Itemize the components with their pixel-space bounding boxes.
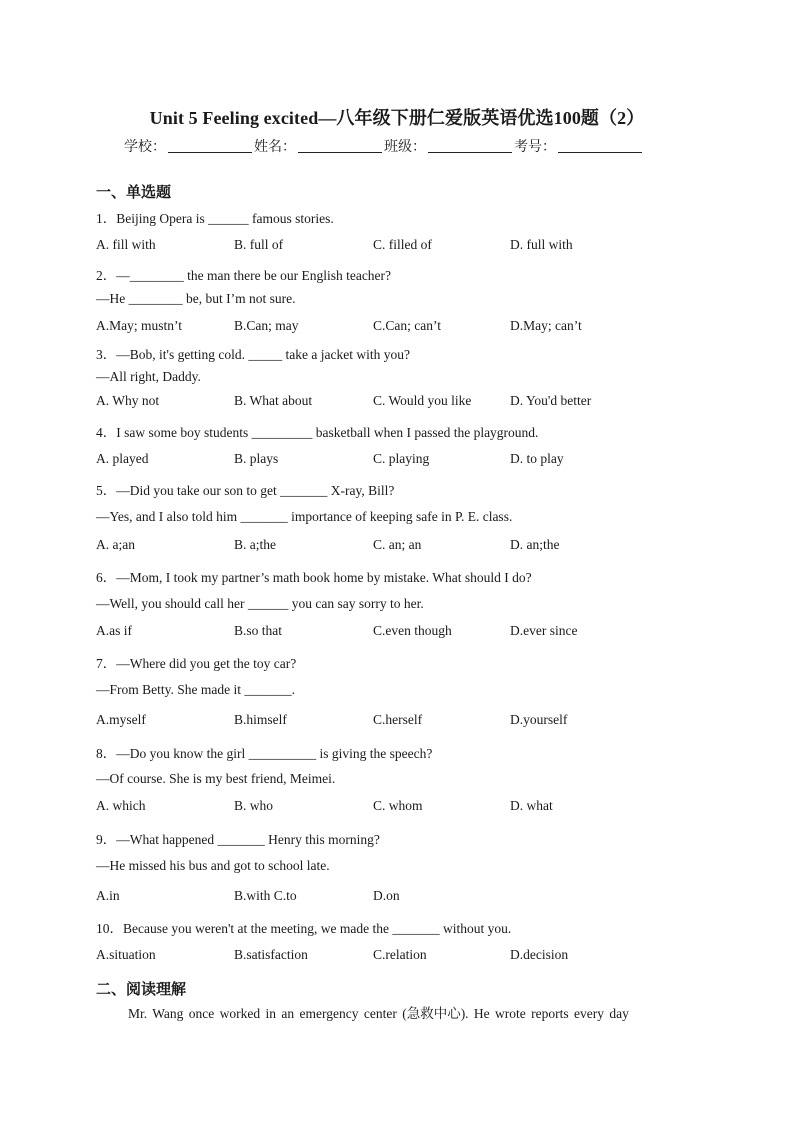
question-10-stem: 10．Because you weren't at the meeting, we made the _______ without you. <box>96 921 512 936</box>
reading-passage: Mr. Wang once worked in an emergency center (急救中心). He wrote reports every day <box>128 1006 629 1021</box>
option-b[interactable]: B. full of <box>234 237 284 252</box>
option-a[interactable]: A. Why not <box>96 393 160 408</box>
option-a[interactable]: A. played <box>96 451 149 466</box>
option-d[interactable]: D. an;the <box>510 537 560 552</box>
option-a[interactable]: A.myself <box>96 712 146 727</box>
option-d[interactable]: D.on <box>373 888 400 903</box>
number-label: 考号： <box>514 139 556 155</box>
section-heading-reading: 二、阅读理解 <box>96 980 187 998</box>
question-8-options <box>96 798 716 816</box>
name-label: 姓名： <box>254 139 296 155</box>
option-a[interactable]: A.May; mustn’t <box>96 318 183 333</box>
question-3-options <box>96 393 716 411</box>
option-b[interactable]: B.satisfaction <box>234 947 308 962</box>
option-c[interactable]: C. Would you like <box>373 393 472 408</box>
question-7-stem-line2: —From Betty. She made it _______. <box>96 682 295 697</box>
class-blank[interactable] <box>428 138 512 153</box>
question-7-options <box>96 712 716 730</box>
question-6-stem: 6．—Mom, I took my partner’s math book home by mistake. What should I do? <box>96 570 532 585</box>
option-d[interactable]: D. full with <box>510 237 573 252</box>
option-d[interactable]: D.May; can’t <box>510 318 582 333</box>
option-b[interactable]: B. a;the <box>234 537 276 552</box>
question-5-stem: 5．—Did you take our son to get _______ X-ray, Bill? <box>96 483 395 498</box>
option-a[interactable]: A.in <box>96 888 120 903</box>
question-1-stem: 1．Beijing Opera is ______ famous stories. <box>96 211 334 226</box>
option-c[interactable]: C.relation <box>373 947 427 962</box>
question-6-options <box>96 623 716 641</box>
option-a[interactable]: A. which <box>96 798 146 813</box>
name-blank[interactable] <box>298 138 382 153</box>
option-b[interactable]: B.Can; may <box>234 318 299 333</box>
number-blank[interactable] <box>558 138 642 153</box>
question-8-stem: 8．—Do you know the girl __________ is giving the speech? <box>96 746 433 761</box>
question-2-options <box>96 318 716 336</box>
school-label: 学校： <box>124 139 166 155</box>
option-b[interactable]: B.himself <box>234 712 287 727</box>
question-4-stem: 4．I saw some boy students _________ basketball when I passed the playground. <box>96 425 539 440</box>
option-b[interactable]: B. plays <box>234 451 279 466</box>
class-label: 班级： <box>384 139 426 155</box>
option-a[interactable]: A. a;an <box>96 537 135 552</box>
question-3-stem: 3．—Bob, it's getting cold. _____ take a jacket with you? <box>96 347 411 362</box>
option-d[interactable]: D. You'd better <box>510 393 592 408</box>
option-d[interactable]: D.ever since <box>510 623 578 638</box>
question-2-stem-line2: —He ________ be, but I’m not sure. <box>96 291 296 306</box>
question-6-stem-line2: —Well, you should call her ______ you can say sorry to her. <box>96 596 424 611</box>
option-b[interactable]: B. What about <box>234 393 313 408</box>
question-7-stem: 7．—Where did you get the toy car? <box>96 656 297 671</box>
question-1-options <box>96 237 716 255</box>
option-c[interactable]: C. playing <box>373 451 430 466</box>
option-c[interactable]: C.even though <box>373 623 452 638</box>
option-c[interactable]: C. filled of <box>373 237 432 252</box>
option-d[interactable]: D.decision <box>510 947 569 962</box>
option-d[interactable]: D.yourself <box>510 712 568 727</box>
question-8-stem-line2: —Of course. She is my best friend, Meimei. <box>96 771 336 786</box>
question-5-options <box>96 537 716 555</box>
option-b[interactable]: B. who <box>234 798 274 813</box>
option-c[interactable]: C.Can; can’t <box>373 318 441 333</box>
question-10-options <box>96 947 716 965</box>
student-info-line <box>124 136 644 156</box>
option-c[interactable]: C. whom <box>373 798 423 813</box>
question-5-stem-line2: —Yes, and I also told him _______ importance of keeping safe in P. E. class. <box>96 509 513 524</box>
question-3-stem-line2: —All right, Daddy. <box>96 369 201 384</box>
page-title: Unit 5 Feeling excited—八年级下册仁爱版英语优选100题（2） <box>149 108 645 128</box>
question-9-stem: 9．—What happened _______ Henry this morning? <box>96 832 380 847</box>
option-c[interactable]: C. an; an <box>373 537 422 552</box>
question-9-stem-line2: —He missed his bus and got to school late. <box>96 858 330 873</box>
option-d[interactable]: D. to play <box>510 451 564 466</box>
option-a[interactable]: A.situation <box>96 947 156 962</box>
question-2-stem: 2．—________ the man there be our English teacher? <box>96 268 392 283</box>
section-heading-single-choice: 一、单选题 <box>96 183 172 201</box>
option-d[interactable]: D. what <box>510 798 553 813</box>
option-a[interactable]: A.as if <box>96 623 132 638</box>
option-b-c[interactable]: B.with C.to <box>234 888 297 903</box>
question-9-options <box>96 888 716 906</box>
question-4-options <box>96 451 716 469</box>
option-b[interactable]: B.so that <box>234 623 283 638</box>
option-c[interactable]: C.herself <box>373 712 423 727</box>
school-blank[interactable] <box>168 138 252 153</box>
option-a[interactable]: A. fill with <box>96 237 156 252</box>
